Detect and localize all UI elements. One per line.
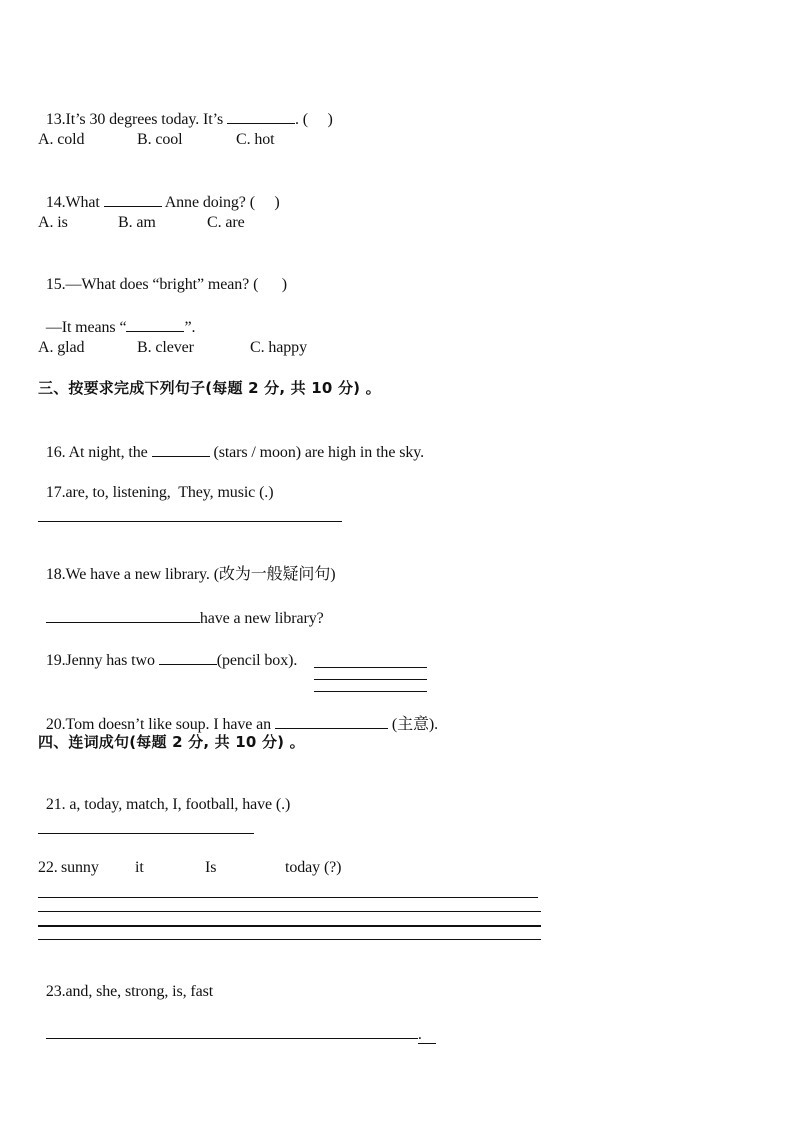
question-text: (pencil box). bbox=[216, 652, 298, 669]
answer-blank[interactable] bbox=[46, 607, 200, 623]
answer-line[interactable] bbox=[38, 521, 342, 522]
word-4: today (?) bbox=[285, 859, 342, 876]
question-18 bbox=[38, 545, 335, 585]
section-3-heading: 三、按要求完成下列句子(每题 2 分, 共 10 分) 。 bbox=[38, 379, 381, 397]
question-23 bbox=[38, 962, 213, 1002]
question-number: 18. bbox=[45, 566, 66, 583]
question-text: a, today, match, I, football, have (.) bbox=[65, 796, 291, 813]
word-1: sunny bbox=[61, 859, 99, 876]
question-number: 15. bbox=[45, 276, 66, 293]
question-15 bbox=[38, 255, 287, 295]
question-text: are, to, listening, They, music (.) bbox=[65, 484, 274, 501]
word-2: it bbox=[135, 859, 144, 876]
reply-text: —It means “ bbox=[45, 319, 127, 336]
question-16 bbox=[38, 421, 424, 463]
answer-line[interactable] bbox=[314, 679, 427, 680]
question-20 bbox=[38, 693, 438, 735]
question-number: 17. bbox=[45, 484, 66, 501]
question-15-reply bbox=[38, 296, 195, 338]
question-text: Anne doing? ( ) bbox=[161, 194, 280, 211]
option-b[interactable]: B. cool bbox=[137, 131, 183, 148]
section-4-heading: 四、连词成句(每题 2 分, 共 10 分) 。 bbox=[38, 733, 305, 751]
option-c[interactable]: C. are bbox=[207, 214, 245, 231]
reply-text: ”. bbox=[184, 319, 196, 336]
options-13 bbox=[38, 130, 438, 150]
options-15 bbox=[38, 338, 438, 358]
answer-line[interactable] bbox=[38, 939, 541, 940]
option-b[interactable]: B. am bbox=[118, 214, 156, 231]
question-23-answer bbox=[38, 1003, 436, 1045]
answer-line[interactable] bbox=[314, 691, 427, 692]
options-14 bbox=[38, 213, 438, 233]
option-c[interactable]: C. hot bbox=[236, 131, 275, 148]
question-text: . ( ) bbox=[294, 111, 333, 128]
question-18-answer bbox=[38, 587, 324, 629]
question-13 bbox=[38, 88, 333, 130]
question-number: 21. bbox=[45, 796, 66, 813]
option-a[interactable]: A. glad bbox=[38, 339, 85, 356]
answer-blank[interactable] bbox=[104, 191, 162, 207]
answer-blank[interactable] bbox=[227, 108, 295, 124]
answer-end: . bbox=[418, 1026, 436, 1044]
answer-blank[interactable] bbox=[46, 1023, 418, 1039]
question-text: What bbox=[65, 194, 104, 211]
answer-line[interactable] bbox=[38, 925, 541, 927]
question-21 bbox=[38, 775, 290, 815]
option-b[interactable]: B. clever bbox=[137, 339, 194, 356]
question-number: 13. bbox=[45, 111, 66, 128]
question-text: (stars / moon) are high in the sky. bbox=[209, 444, 425, 461]
answer-line[interactable] bbox=[314, 667, 427, 668]
question-number: 19. bbox=[45, 652, 66, 669]
answer-line[interactable] bbox=[38, 897, 538, 898]
answer-blank[interactable] bbox=[152, 441, 210, 457]
answer-blank[interactable] bbox=[126, 316, 184, 332]
answer-blank[interactable] bbox=[275, 713, 388, 729]
question-17 bbox=[38, 463, 273, 503]
question-14 bbox=[38, 171, 280, 213]
question-number: 16. bbox=[45, 444, 66, 461]
question-text: and, she, strong, is, fast bbox=[65, 983, 214, 1000]
option-c[interactable]: C. happy bbox=[250, 339, 307, 356]
question-text: At night, the bbox=[65, 444, 152, 461]
question-number: 14. bbox=[45, 194, 66, 211]
question-number: 22. bbox=[38, 859, 58, 876]
question-19 bbox=[38, 629, 297, 671]
answer-line[interactable] bbox=[38, 833, 254, 834]
question-number: 23. bbox=[45, 983, 66, 1000]
question-22 bbox=[38, 858, 538, 878]
option-a[interactable]: A. is bbox=[38, 214, 68, 231]
option-a[interactable]: A. cold bbox=[38, 131, 85, 148]
question-text: Tom doesn’t like soup. I have an bbox=[65, 716, 275, 733]
question-text: —What does “bright” mean? ( ) bbox=[65, 276, 287, 293]
question-text: (主意). bbox=[387, 716, 439, 733]
question-number: 20. bbox=[45, 716, 66, 733]
answer-text: have a new library? bbox=[199, 610, 324, 627]
question-text: It’s 30 degrees today. It’s bbox=[65, 111, 227, 128]
question-text: Jenny has two bbox=[65, 652, 159, 669]
word-3: Is bbox=[205, 859, 217, 876]
answer-line[interactable] bbox=[38, 911, 541, 912]
answer-blank[interactable] bbox=[159, 649, 217, 665]
question-text: We have a new library. (改为一般疑问句) bbox=[65, 566, 336, 583]
